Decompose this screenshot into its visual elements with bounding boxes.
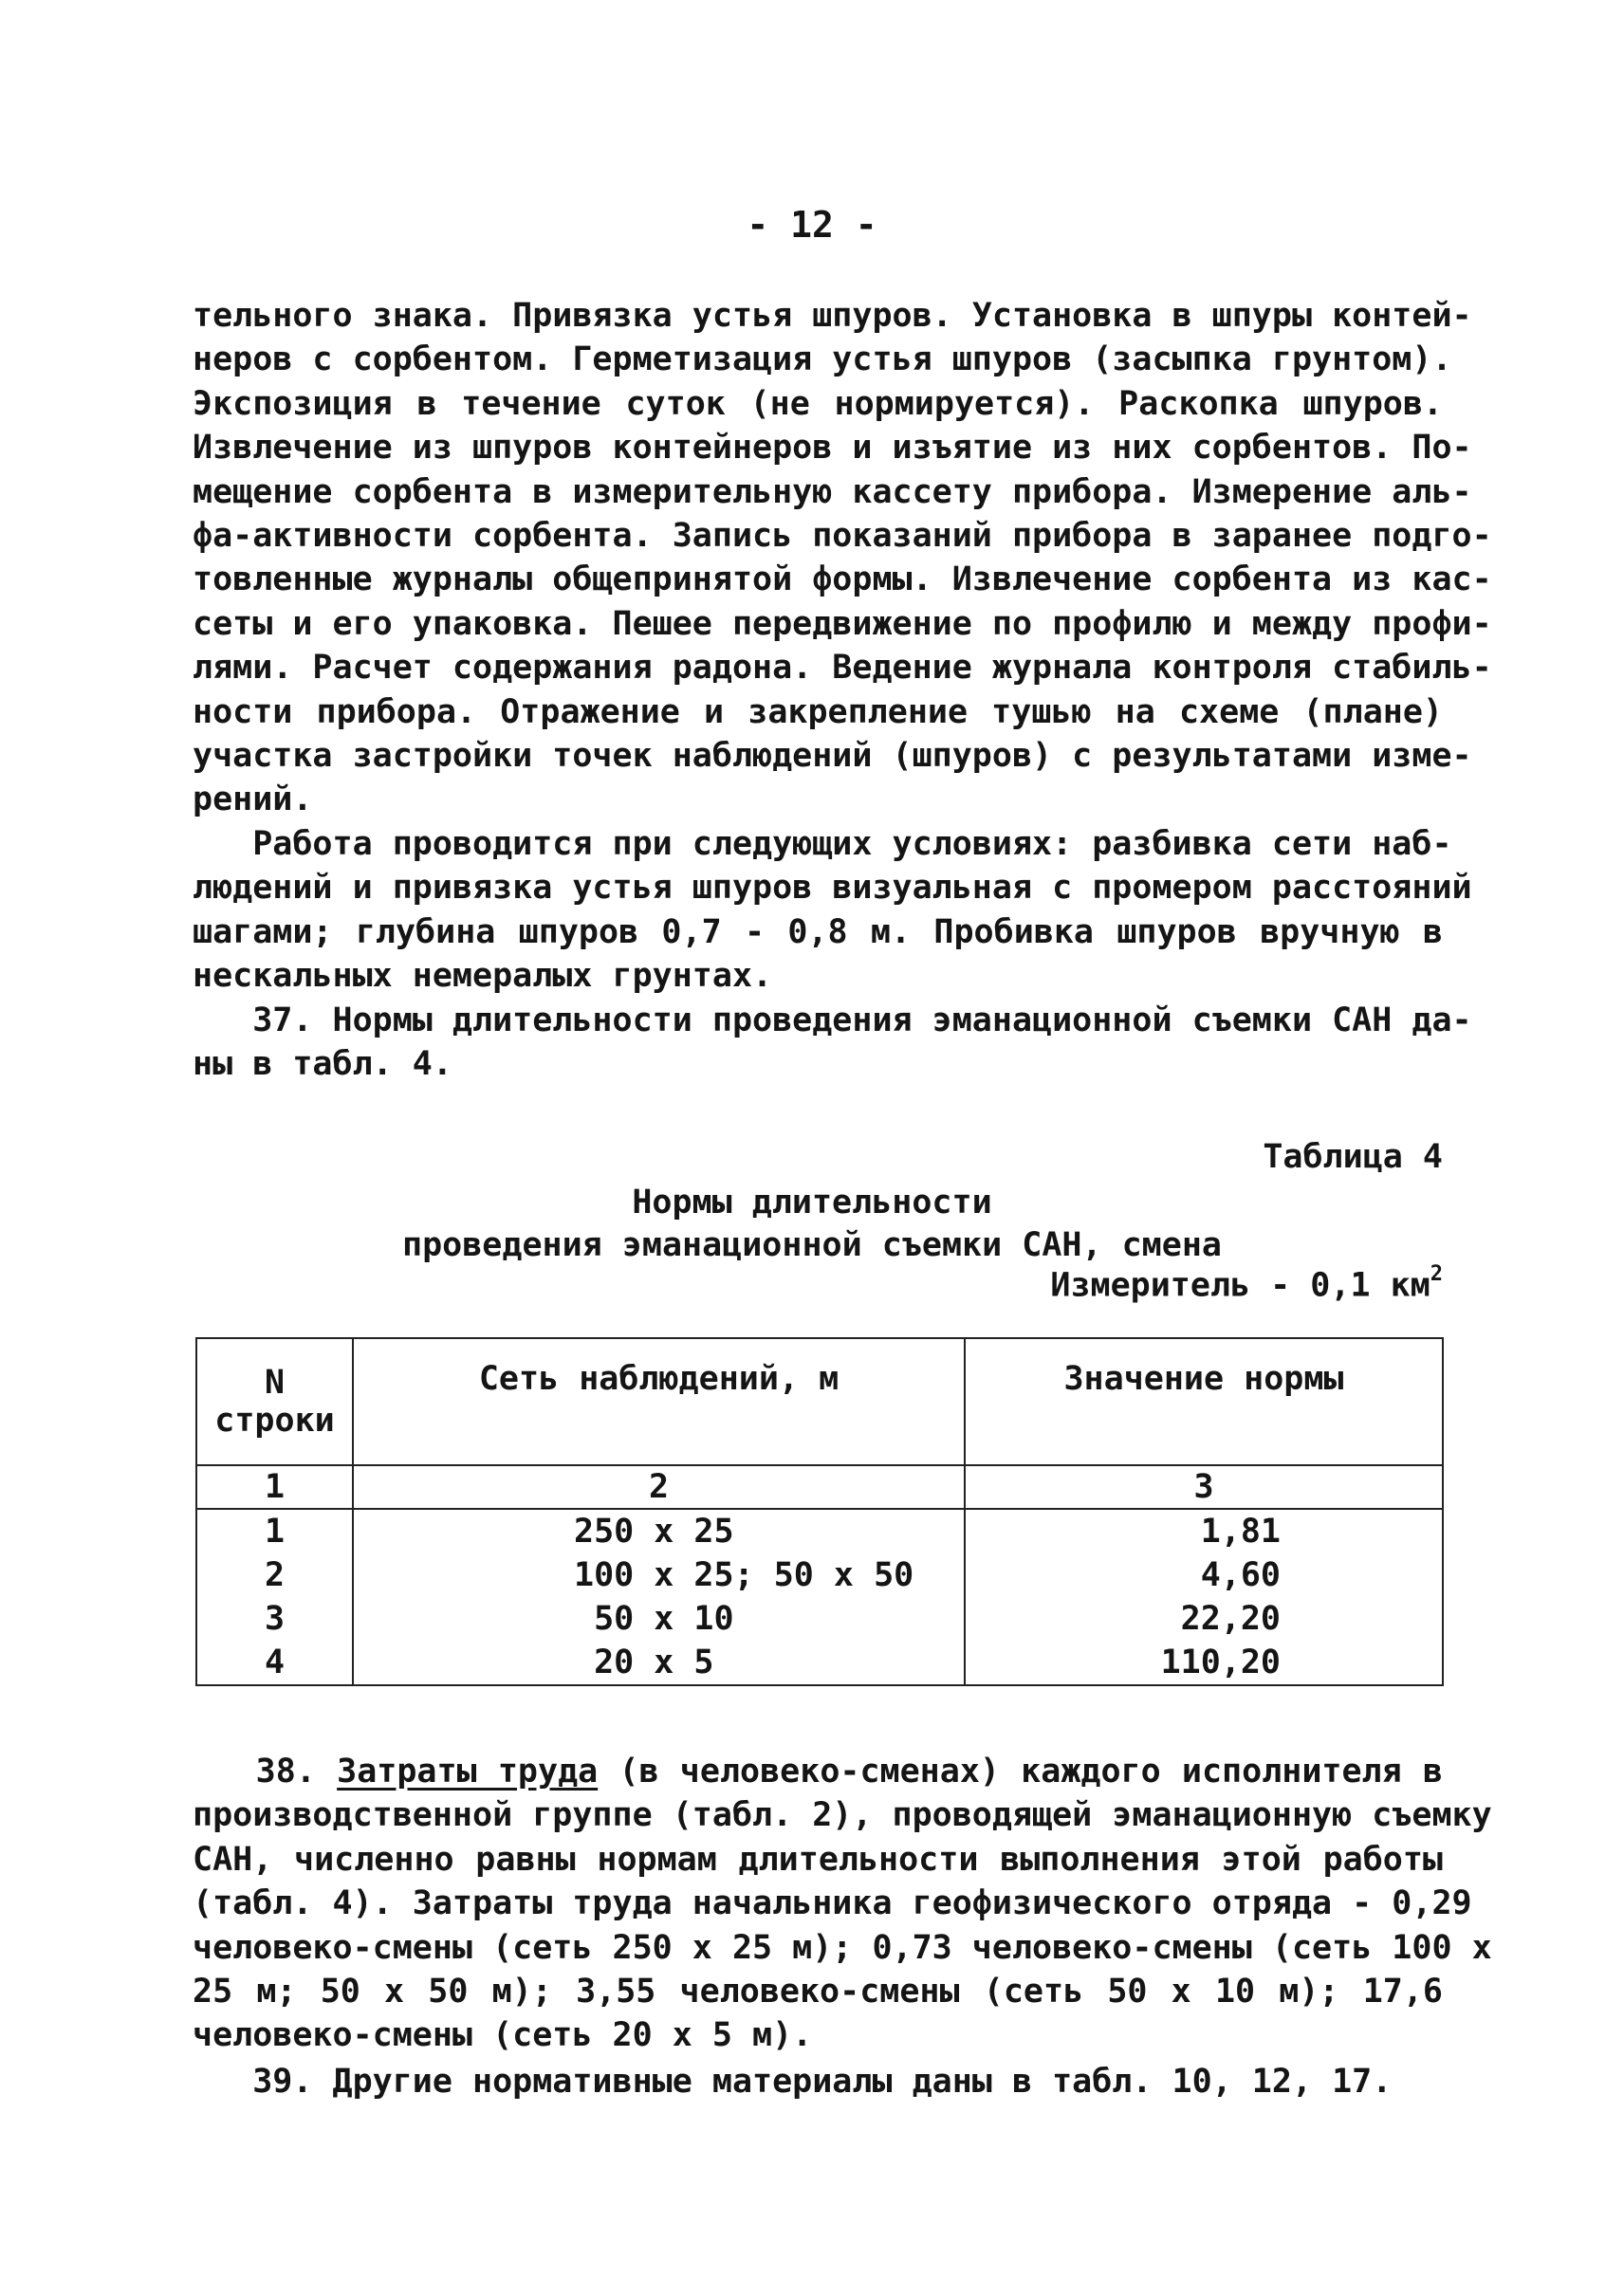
cell-network: 50 х 10 xyxy=(353,1597,965,1641)
text-line: человеко-смены (сеть 20 х 5 м). xyxy=(193,2016,813,2055)
text-line: 25 м; 50 х 50 м); 3,55 человеко-смены (сеть 50 х 10 м); 17,6 xyxy=(193,1972,1443,2011)
table-row xyxy=(196,1597,1443,1641)
paragraph-38 xyxy=(193,1750,1492,2058)
text-line xyxy=(193,1750,1443,1793)
cell-row-number: 3 xyxy=(196,1597,353,1641)
column-number: 2 xyxy=(353,1465,965,1509)
table-row xyxy=(196,1509,1443,1553)
text-line: САН, численно равны нормам длительности выполнения этой работы xyxy=(193,1840,1443,1879)
cell-row-number: 4 xyxy=(196,1641,353,1685)
text-line: шагами; глубина шпуров 0,7 - 0,8 м. Пробивка шпуров вручную в xyxy=(193,912,1443,951)
page-number: - 12 - xyxy=(747,204,877,246)
text-line: фа-активности сорбента. Запись показаний прибора в заранее подго- xyxy=(193,516,1492,555)
text-line: рений. xyxy=(193,781,313,819)
table-row xyxy=(196,1641,1443,1685)
underlined-term: Затраты труда xyxy=(337,1753,599,1791)
text-line: ны в табл. 4. xyxy=(193,1045,452,1084)
cell-norm-value: 4,60 xyxy=(965,1553,1443,1597)
unit-superscript: 2 xyxy=(1430,1262,1443,1286)
cell-row-number: 1 xyxy=(196,1509,353,1553)
cell-norm-value: 110,20 xyxy=(965,1641,1443,1685)
header-row-number xyxy=(196,1338,353,1465)
text-line: людений и привязка устья шпуров визуальная с промером расстояний xyxy=(193,869,1472,908)
text-line: участка застройки точек наблюдений (шпуров) с результатами изме- xyxy=(193,736,1472,775)
text-line: 39. Другие нормативные материалы даны в табл. 10, 12, 17. xyxy=(193,2063,1393,2101)
column-number: 1 xyxy=(196,1465,353,1509)
text-line: Работа проводится при следующих условиях: разбивка сети наб- xyxy=(193,825,1452,863)
table-header-row xyxy=(196,1338,1443,1465)
table-unit xyxy=(854,1262,1443,1305)
header-network: Сеть наблюдений, м xyxy=(353,1338,965,1465)
header-row-word: строки xyxy=(214,1402,335,1440)
text-line: 37. Нормы длительности проведения эманационной съемки САН да- xyxy=(193,1001,1472,1039)
text-line: ности прибора. Отражение и закрепление тушью на схеме (плане) xyxy=(193,692,1443,731)
paragraph-work-description xyxy=(193,294,1492,822)
text-fragment: (в человеко-сменах) каждого исполнителя в xyxy=(598,1753,1443,1791)
text-line: нескальных немералых грунтах. xyxy=(193,957,773,996)
text-line: лями. Расчет содержания радона. Ведение журнала контроля стабиль- xyxy=(193,649,1492,688)
cell-network: 100 х 25; 50 х 50 xyxy=(353,1553,965,1597)
paragraph-number: 38. xyxy=(193,1753,338,1791)
paragraph-37 xyxy=(193,999,1472,1087)
cell-network: 250 х 25 xyxy=(353,1509,965,1553)
paragraph-conditions xyxy=(193,822,1472,999)
text-line: производственной группе (табл. 2), проводящей эманационную съемку xyxy=(193,1796,1492,1835)
text-line: (табл. 4). Затраты труда начальника геофизического отряда - 0,29 xyxy=(193,1884,1472,1923)
table-row xyxy=(196,1553,1443,1597)
text-line: Извлечение из шпуров контейнеров и изъятие из них сорбентов. По- xyxy=(193,429,1472,468)
text-line: Экспозиция в течение суток (не нормируется). Раскопка шпуров. xyxy=(193,384,1443,423)
text-line: мещение сорбента в измерительную кассету прибора. Измерение аль- xyxy=(193,472,1472,511)
text-line: сеты и его упаковка. Пешее передвижение по профилю и между профи- xyxy=(193,604,1492,643)
text-line: товленные журналы общепринятой формы. Извлечение сорбента из кас- xyxy=(193,560,1492,599)
norms-table xyxy=(195,1337,1444,1686)
text-line: человеко-смены (сеть 250 х 25 м); 0,73 человеко-смены (сеть 100 х xyxy=(193,1928,1492,1967)
cell-norm-value: 22,20 xyxy=(965,1597,1443,1641)
header-norm-value: Значение нормы xyxy=(965,1338,1443,1465)
table-label: Таблица 4 xyxy=(1263,1138,1443,1176)
table-title-line1: Нормы длительности xyxy=(632,1184,992,1221)
text-line: тельного знака. Привязка устья шпуров. Установка в шпуры контей- xyxy=(193,297,1472,335)
paragraph-39 xyxy=(193,2060,1443,2103)
header-n: N xyxy=(264,1364,286,1402)
unit-text: Измеритель - 0,1 км xyxy=(1050,1266,1430,1305)
cell-row-number: 2 xyxy=(196,1553,353,1597)
column-number: 3 xyxy=(965,1465,1443,1509)
table-column-numbers-row xyxy=(196,1465,1443,1509)
table-title-line2: проведения эманационной съемки САН, смена xyxy=(402,1226,1222,1264)
text-line: неров с сорбентом. Герметизация устья шпуров (засыпка грунтом). xyxy=(193,340,1452,379)
cell-network: 20 х 5 xyxy=(353,1641,965,1685)
cell-norm-value: 1,81 xyxy=(965,1509,1443,1553)
